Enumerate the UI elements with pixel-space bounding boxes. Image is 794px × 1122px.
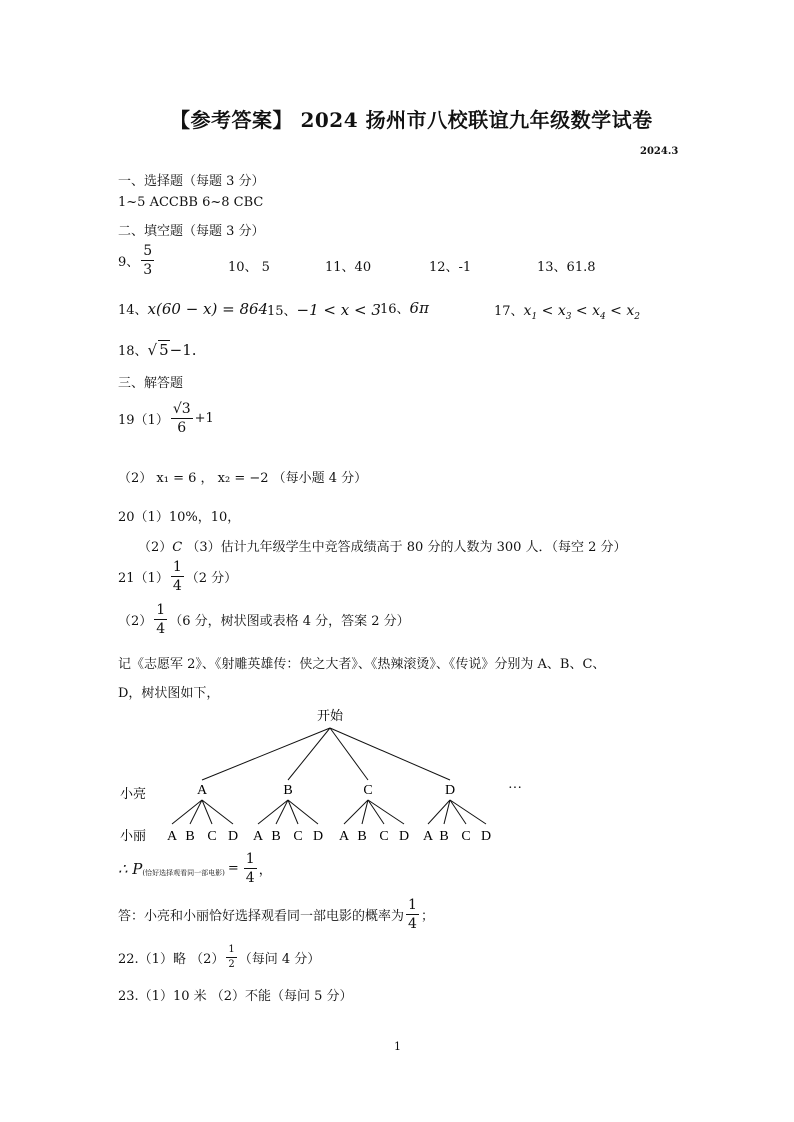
q21-label: 21（1） <box>118 571 169 586</box>
tree-node-a: A <box>196 783 208 798</box>
probability-equals: = <box>227 861 239 876</box>
tree-edges-level1 <box>202 728 450 780</box>
q9-fraction <box>141 244 154 277</box>
q14-label: 14、 <box>118 303 148 318</box>
q17-sub: 4 <box>599 311 606 322</box>
q21-note: （2 分） <box>185 571 238 586</box>
tree-leaf: B <box>439 829 449 844</box>
q17-sub: 3 <box>565 311 572 322</box>
tree-leaf: A <box>422 829 434 844</box>
answer-end: ； <box>420 909 434 924</box>
q20-1: 20（1）10%，10， <box>118 510 241 525</box>
tree-root: 开始 <box>316 709 344 724</box>
section2-heading: 二、填空题（每题 3 分） <box>118 224 265 239</box>
q15 <box>267 300 381 319</box>
q21-1 <box>118 560 237 593</box>
q17 <box>494 300 640 322</box>
probability-numerator: 1 <box>245 851 255 867</box>
probability-subscript: (恰好选择观看同一部电影) <box>142 868 225 877</box>
probability-line <box>118 852 272 885</box>
q15-expression: −1 < x < 3 <box>296 301 381 319</box>
q22-fraction <box>226 945 236 970</box>
q11: 11、40 <box>325 260 372 275</box>
tree-leaf: D <box>398 829 410 844</box>
tree-level2-group-a <box>167 829 238 844</box>
q21-2-denominator: 4 <box>156 621 166 637</box>
tree-leaf: C <box>207 829 217 844</box>
tree-row-label-xiaoli: 小丽 <box>120 829 147 844</box>
q12: 12、-1 <box>429 260 472 275</box>
page-number: 1 <box>394 1040 401 1053</box>
q16-label: 16、 <box>380 302 410 317</box>
q19-1 <box>118 402 214 435</box>
tree-node-d: D <box>444 783 456 798</box>
tree-leaf: A <box>338 829 350 844</box>
q15-label: 15、 <box>267 304 297 319</box>
q19-label: 19（1） <box>118 413 169 428</box>
q20-2 <box>138 536 627 555</box>
q22-note: （每问 4 分） <box>238 952 321 967</box>
note-line-2: D，树状图如下， <box>118 686 220 701</box>
q9 <box>118 244 156 277</box>
tree-leaf: C <box>461 829 471 844</box>
q17-sub: 1 <box>531 311 538 322</box>
q21-fraction <box>171 560 184 593</box>
section1-heading: 一、选择题（每题 3 分） <box>118 174 265 189</box>
probability-prefix: ∴ P <box>118 859 143 878</box>
q18-label: 18、 <box>118 344 148 359</box>
tree-leaf: D <box>312 829 324 844</box>
q23: 23.（1）10 米 （2）不能（每问 5 分） <box>118 989 353 1004</box>
q21-denominator: 4 <box>172 578 182 594</box>
date-stamp: 2024.3 <box>640 146 679 157</box>
section3-heading: 三、解答题 <box>118 376 184 391</box>
q21-numerator: 1 <box>172 559 182 575</box>
tree-leaf: C <box>379 829 389 844</box>
tree-leaf: C <box>293 829 303 844</box>
q21-2-note: （6 分，树状图或表格 4 分，答案 2 分） <box>169 614 410 629</box>
tree-level2-group-d <box>423 829 491 844</box>
q9-numerator: 5 <box>143 243 153 259</box>
tree-leaf: D <box>227 829 239 844</box>
q20-3-text: （3）估计九年级学生中竞答成绩高于 80 分的人数为 300 人．（每空 2 分） <box>182 540 627 555</box>
q21-2 <box>118 603 410 636</box>
q19-rest: +1 <box>194 411 214 426</box>
probability-denominator: 4 <box>245 870 255 886</box>
q19-denominator: 6 <box>177 420 187 436</box>
tree-diagram <box>110 700 530 850</box>
q18: 18、√ 5−1. <box>118 341 197 359</box>
q18-rest: −1. <box>169 341 197 359</box>
q18-radicand: 5 <box>159 341 169 359</box>
q21-2-label: （2） <box>118 614 153 629</box>
answer-line <box>118 898 434 931</box>
tree-node-b: B <box>283 783 293 798</box>
q19-fraction <box>171 402 193 435</box>
q9-label: 9、 <box>118 255 140 270</box>
tree-edges-level2 <box>172 800 486 824</box>
q10: 10、 5 <box>228 260 270 275</box>
q17-label: 17、 <box>494 304 524 319</box>
q19-numerator: √3 <box>172 401 191 417</box>
tree-leaf: B <box>271 829 281 844</box>
answer-text: 答：小亮和小丽恰好选择观看同一部电影的概率为 <box>118 909 405 924</box>
q22-text: 22.（1）略 （2） <box>118 952 225 967</box>
q17-sub: 2 <box>634 311 640 322</box>
tree-leaf: D <box>480 829 492 844</box>
tree-node-c: C <box>363 783 373 798</box>
q13: 13、61.8 <box>537 260 596 275</box>
q19-2: （2） x₁ = 6 ， x₂ = −2 （每小题 4 分） <box>118 471 368 486</box>
q14 <box>118 299 268 318</box>
answer-denominator: 4 <box>408 916 417 932</box>
q17-var: < x <box>537 303 566 319</box>
tree-leaf: B <box>357 829 367 844</box>
q14-expression: x(60 − x) = 864 <box>147 300 269 318</box>
q22-denominator: 2 <box>228 959 235 970</box>
q22 <box>118 945 320 970</box>
q17-var: < x <box>605 303 635 319</box>
probability-fraction <box>244 852 257 885</box>
tree-level2-group-c <box>339 829 409 844</box>
tree-ellipsis: ··· <box>508 781 522 796</box>
q22-numerator: 1 <box>226 945 236 958</box>
tree-leaf: A <box>252 829 264 844</box>
answer-numerator: 1 <box>408 897 417 913</box>
q21-2-numerator: 1 <box>156 602 166 618</box>
probability-end: ， <box>258 863 272 878</box>
tree-leaf: B <box>185 829 195 844</box>
q21-2-fraction <box>154 603 167 636</box>
q9-denominator: 3 <box>143 262 153 278</box>
q20-2-label: （2） <box>138 540 173 555</box>
note-line-1: 记《志愿军 2》、《射雕英雄传：侠之大者》、《热辣滚烫》、《传说》分别为 A、B、C、 <box>118 657 606 672</box>
q20-2-answer: C <box>172 540 183 555</box>
answer-fraction <box>406 898 419 931</box>
q16-expression: 6π <box>409 299 429 317</box>
section1-answers: 1~5 ACCBB 6~8 CBC <box>118 195 264 210</box>
tree-leaf: A <box>166 829 178 844</box>
q17-var: x <box>523 303 532 319</box>
q17-var: < x <box>571 303 600 319</box>
page-title: 【参考答案】 2024 扬州市八校联谊九年级数学试卷 <box>170 108 653 132</box>
q16 <box>380 298 429 317</box>
tree-level2-group-b <box>253 829 323 844</box>
tree-row-label-xiaoliang: 小亮 <box>120 787 147 802</box>
